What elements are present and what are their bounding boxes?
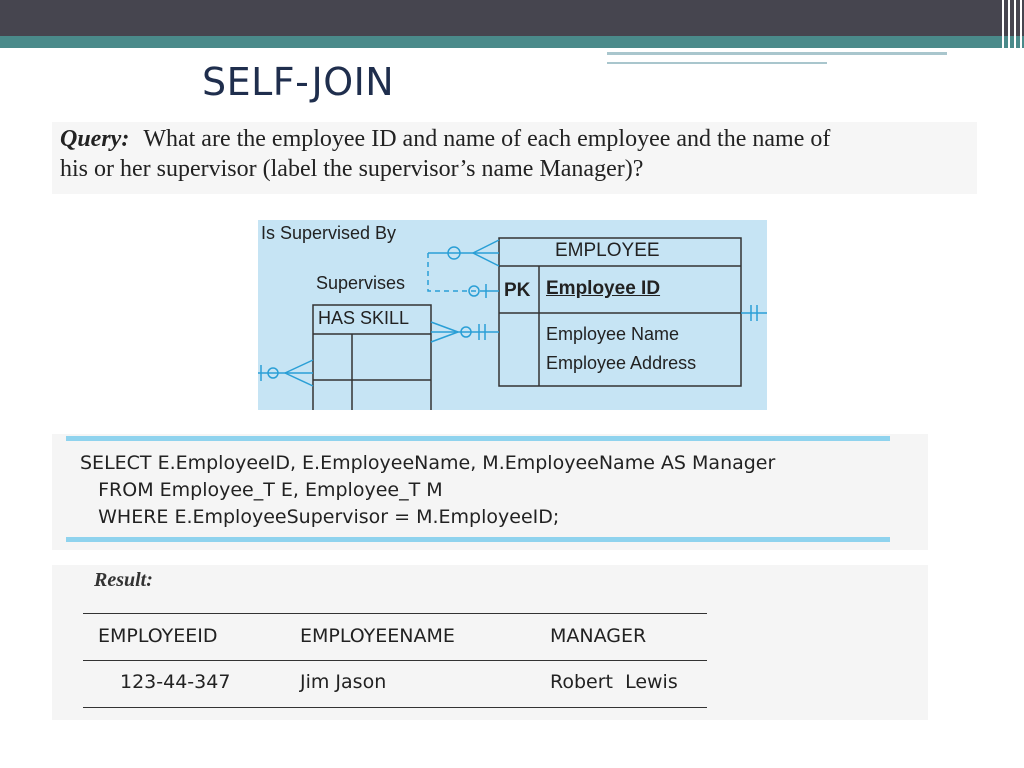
er-diagram [258,220,767,410]
sql-line-1: SELECT E.EmployeeID, E.EmployeeName, M.EmployeeName AS Manager [80,452,776,474]
is-supervised-by-label: Is Supervised By [261,223,397,243]
supervises-label: Supervises [316,273,406,293]
sql-line-3: WHERE E.EmployeeSupervisor = M.EmployeeID; [80,506,560,528]
table-rule [83,707,707,708]
employee-entity: EMPLOYEE [555,240,660,261]
sql-line-2: FROM Employee_T E, Employee_T M [80,479,443,501]
slide-title: SELF-JOIN [202,60,395,104]
header-bar [0,0,1024,36]
header-accent-line [607,52,947,55]
sql-block [52,434,928,550]
header-accent-line [607,62,827,64]
sql-top-rule [66,436,890,441]
column-header: MANAGER [550,625,647,647]
table-cell-manager: Robert Lewis [550,671,678,693]
header-accent-band [0,36,1024,48]
column-header: EMPLOYEENAME [300,625,455,647]
column-header: EMPLOYEEID [98,625,218,647]
table-rule [83,613,707,614]
result-table [52,565,928,720]
table-cell-employeename: Jim Jason [300,671,387,693]
query-label: Query: [60,126,130,152]
employee-address-attribute: Employee Address [546,353,697,373]
query-text [52,122,977,194]
query-line-1: What are the employee ID and name of each employee and the name of [143,126,831,152]
table-rule [83,660,707,661]
result-label: Result: [94,569,153,591]
table-cell-employeeid: 123-44-347 [120,671,231,693]
employee-id-attribute: Employee ID [546,278,661,299]
sql-bottom-rule [66,537,890,542]
pk-label: PK [504,280,531,301]
query-line-2: his or her supervisor (label the supervisor’s name Manager)? [60,156,644,182]
employee-name-attribute: Employee Name [546,324,680,344]
corner-decoration [998,0,1024,70]
has-skill-entity: HAS SKILL [318,308,410,328]
sql-code [80,450,775,531]
